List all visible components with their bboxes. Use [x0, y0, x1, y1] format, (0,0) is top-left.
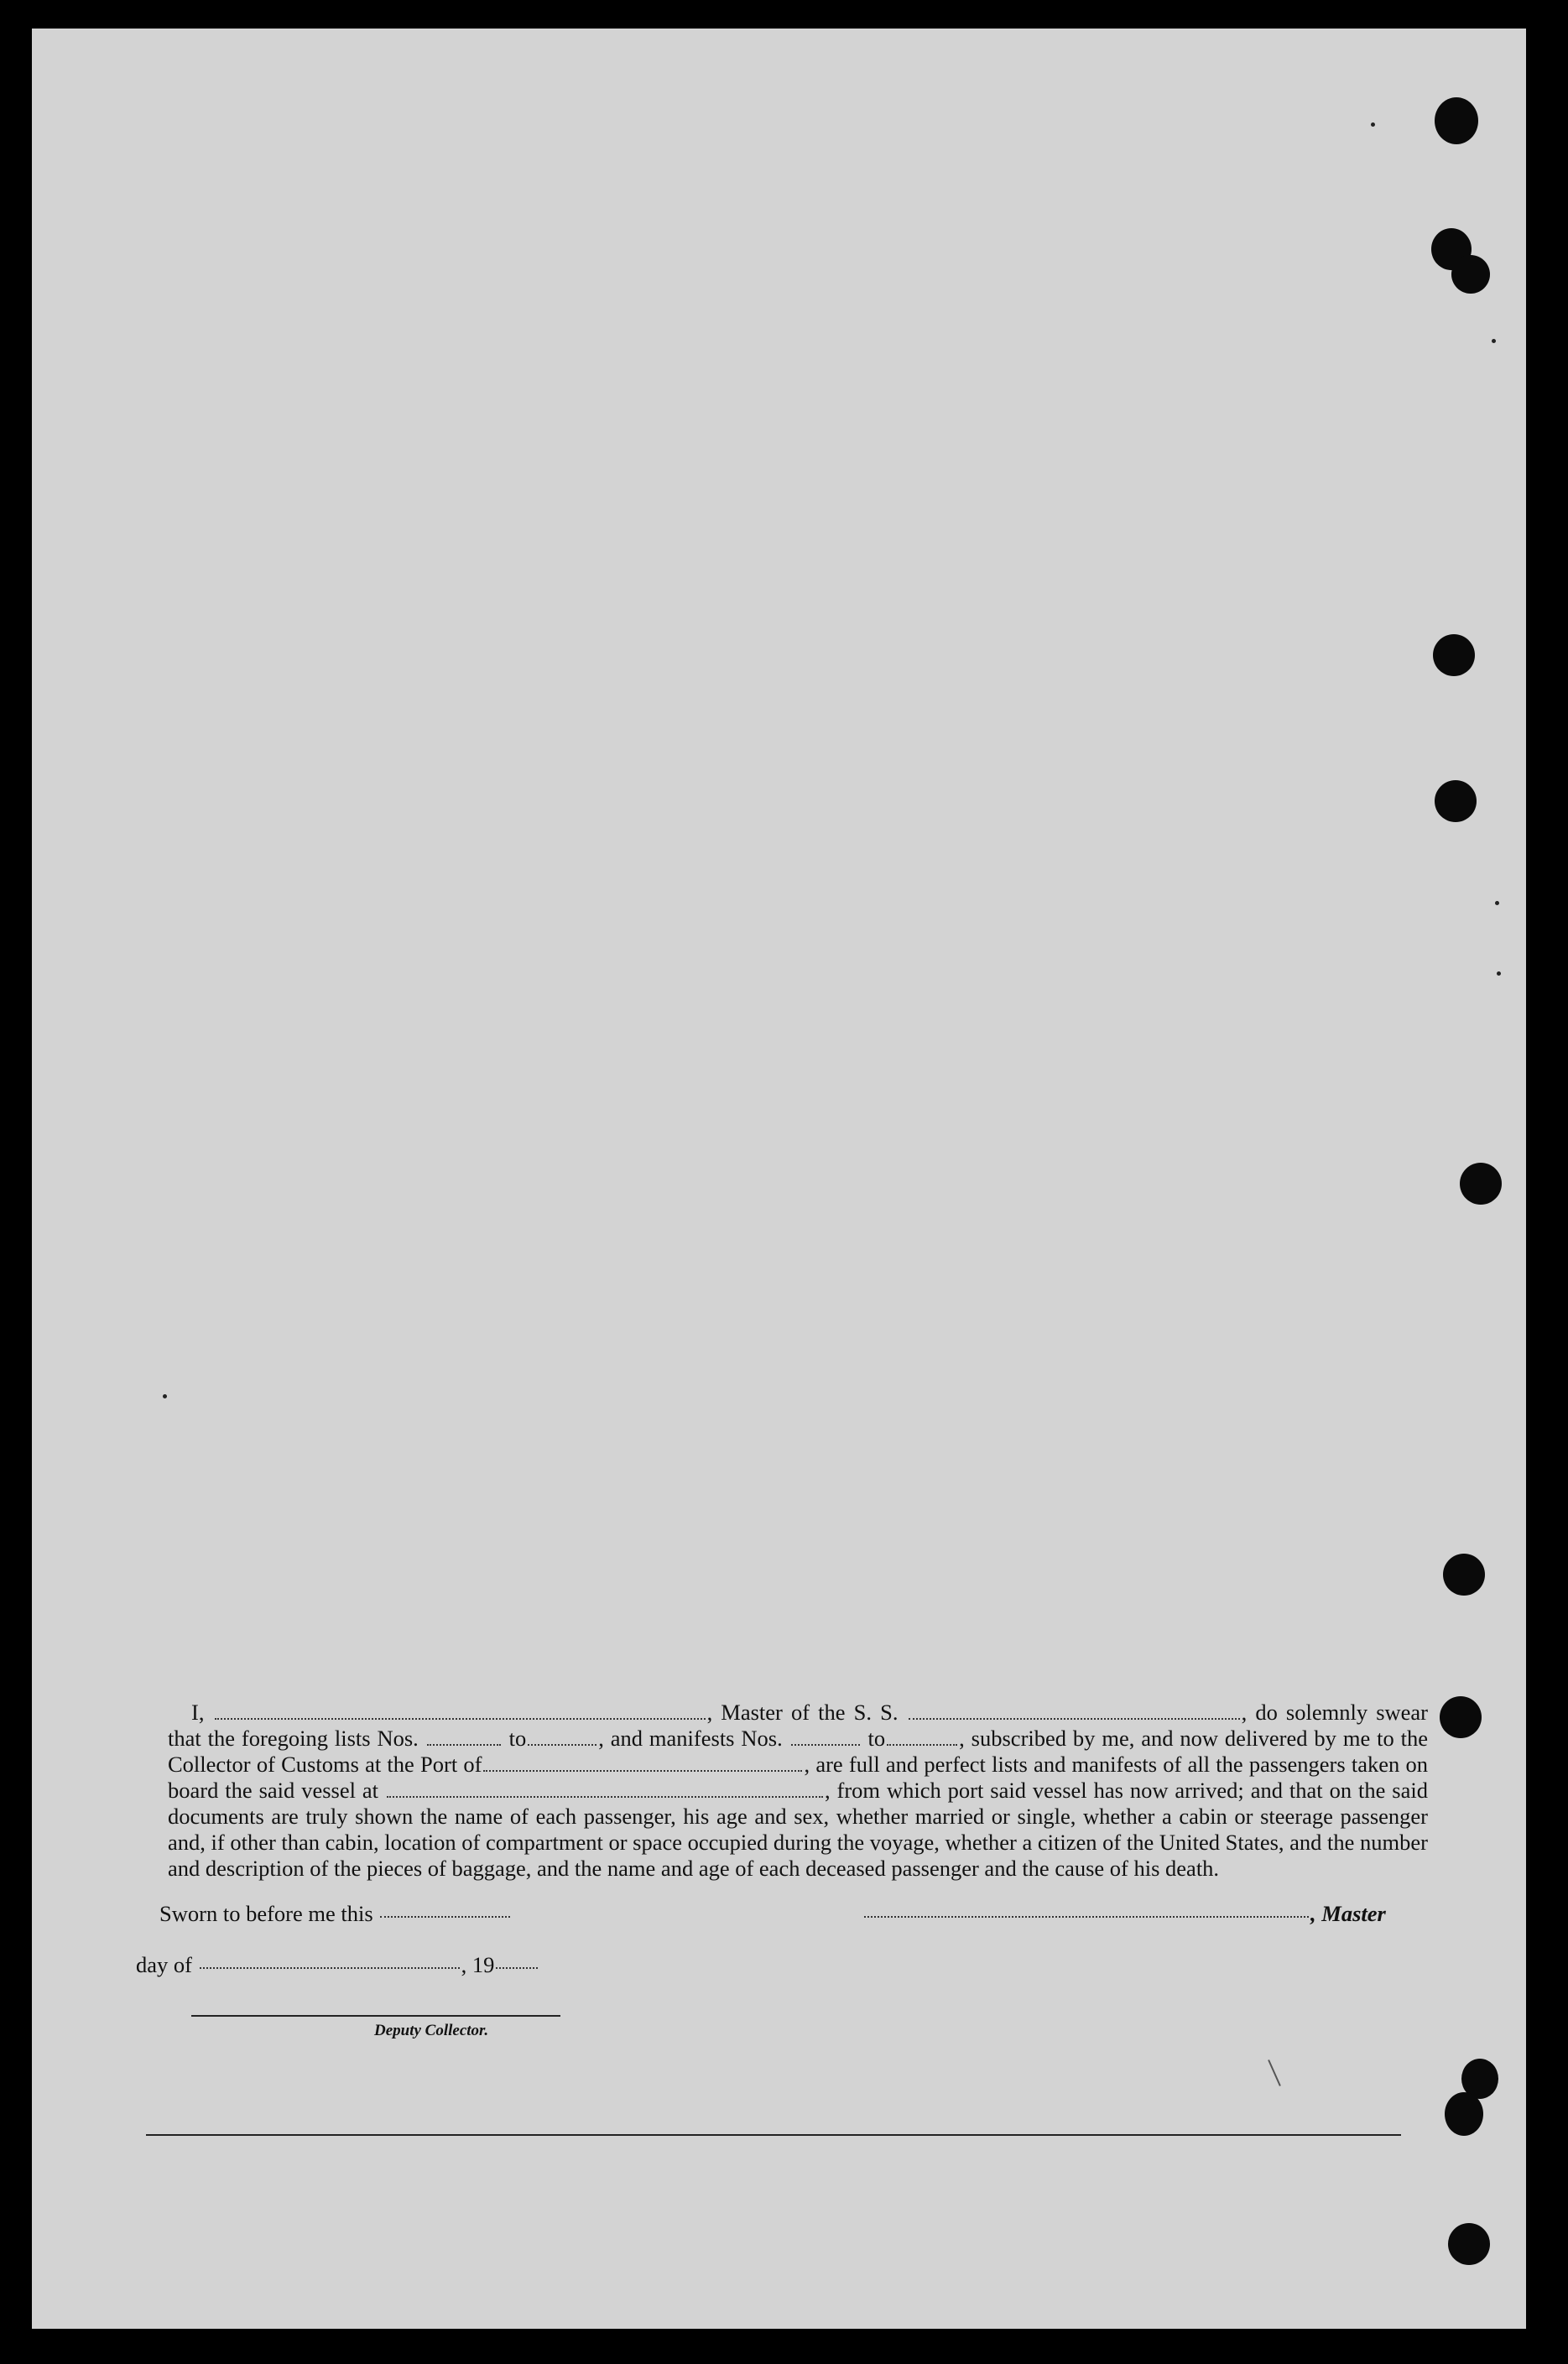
punch-hole — [1443, 1554, 1485, 1596]
list-nos-to-blank — [528, 1744, 596, 1746]
punch-hole — [1435, 780, 1477, 822]
punch-hole — [1460, 1163, 1502, 1205]
master-name-blank — [215, 1718, 706, 1720]
punch-hole — [1445, 2092, 1483, 2136]
speck — [1492, 339, 1496, 343]
oath-text: to — [867, 1726, 886, 1751]
punch-hole — [1435, 97, 1478, 144]
month-blank — [200, 1967, 460, 1969]
master-label: , Master — [1310, 1901, 1386, 1926]
punch-hole — [1448, 2223, 1490, 2265]
oath-paragraph — [168, 1700, 1428, 1882]
port-blank — [483, 1770, 802, 1772]
punch-hole — [1440, 1696, 1482, 1738]
sworn-label: Sworn to before me this — [159, 1901, 373, 1926]
list-nos-from-blank — [427, 1744, 501, 1746]
speck — [1497, 971, 1501, 976]
speck — [1371, 122, 1375, 127]
oath-text: to — [508, 1726, 527, 1751]
punch-hole — [1451, 255, 1490, 294]
oath-text: , and manifests Nos. — [598, 1726, 783, 1751]
oath-text: , do solemnly swear that the foregoing lists Nos. — [168, 1700, 1428, 1751]
stray-mark — [1268, 2059, 1281, 2086]
departure-port-blank — [387, 1796, 823, 1798]
year-label: , 19 — [461, 1952, 495, 1977]
document-page — [32, 29, 1526, 2329]
vessel-name-blank — [909, 1718, 1240, 1720]
master-signature-line — [862, 1901, 1386, 1927]
day-of-label: day of — [136, 1952, 192, 1977]
deputy-signature-line — [191, 2015, 560, 2017]
manifest-nos-to-blank — [887, 1744, 957, 1746]
oath-text: , subscribed by me, and now delivered by me to the Collector of Customs at the Port of — [168, 1726, 1428, 1777]
oath-text: , are full and perfect lists and manifests of all the passengers taken on board the said vessel at — [168, 1752, 1428, 1803]
speck — [1495, 901, 1499, 905]
oath-text: I, — [191, 1700, 205, 1725]
bottom-rule — [146, 2134, 1401, 2136]
deputy-collector-label: Deputy Collector. — [374, 2022, 489, 2039]
year-blank — [496, 1967, 538, 1969]
oath-text: , from which port said vessel has now arrived; and that on the said documents are truly shown the name of each passenger, his age and sex, whether married or single, whether a cabin or steerage passenger and, if other than cabin, location of compartment or space occupied during the voyage, whether a citizen of the United States, and the number and description of the pieces of baggage, and the name and age of each deceased passenger and the cause of his death. — [168, 1778, 1428, 1881]
speck — [163, 1394, 167, 1398]
sworn-day-blank — [380, 1916, 510, 1918]
sworn-line — [159, 1901, 512, 1927]
master-signature-blank — [864, 1916, 1309, 1918]
punch-hole — [1433, 634, 1475, 676]
oath-text: , Master of the S. S. — [706, 1700, 899, 1725]
day-of-line — [136, 1952, 539, 1978]
manifest-nos-from-blank — [791, 1744, 860, 1746]
